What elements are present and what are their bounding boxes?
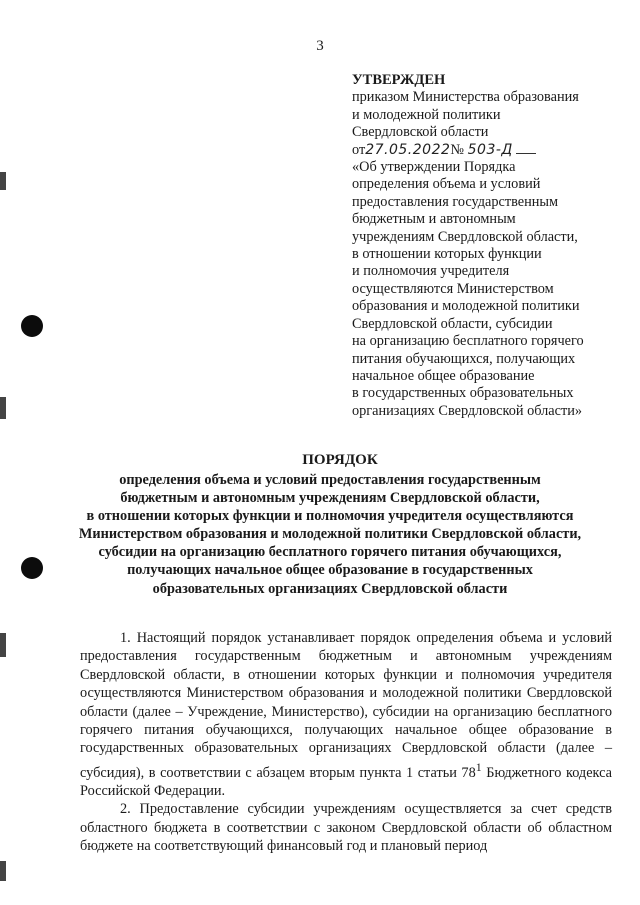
approval-line: приказом Министерства образования	[352, 89, 579, 106]
paragraph-1-text-end: Бюджетного кодекса Российской Федерации.	[80, 764, 613, 800]
subtitle-line: получающих начальное общее образование в государственных	[127, 562, 533, 579]
approval-block	[352, 72, 612, 420]
superscript: 1	[475, 759, 482, 774]
approval-title: УТВЕРЖДЕН	[352, 72, 446, 88]
subtitle-line: определения объема и условий предоставления государственным	[119, 472, 541, 488]
signature-underline	[516, 152, 536, 154]
punch-hole	[21, 557, 43, 579]
subtitle-line: образовательных организациях Свердловской области	[152, 580, 508, 597]
document-title: ПОРЯДОК	[302, 452, 378, 468]
date-prefix: от	[352, 141, 366, 158]
scan-edge-mark	[0, 172, 6, 190]
approval-quote-line: в государственных образовательных	[352, 385, 574, 402]
number-prefix: №	[450, 141, 465, 158]
subtitle-line: субсидии на организацию бесплатного горячего питания обучающихся,	[98, 544, 562, 561]
approval-date-number-row	[352, 142, 612, 159]
handwritten-date: 27.05.2022	[365, 141, 451, 158]
approval-quote-line: осуществляются Министерством	[352, 280, 554, 297]
approval-quote-line: Свердловской области, субсидии	[352, 315, 553, 332]
scan-edge-mark	[0, 633, 6, 657]
approval-quote-line: образования и молодежной политики	[352, 298, 580, 315]
page-number: 3	[316, 38, 324, 54]
subtitle-line: в отношении которых функции и полномочия учредителя осуществляются	[86, 508, 574, 525]
paragraph-1	[80, 629, 612, 800]
document-subtitle	[60, 471, 600, 598]
approval-quote-line: организациях Свердловской области»	[352, 402, 583, 419]
approval-quote-line: «Об утверждении Порядка	[352, 159, 516, 176]
handwritten-number: 503-Д	[467, 141, 513, 158]
approval-quote-line: и полномочия учредителя	[352, 263, 510, 280]
scan-edge-mark	[0, 397, 6, 419]
approval-quote-line: питания обучающихся, получающих	[352, 350, 576, 367]
subtitle-line: Министерством образования и молодежной политики Свердловской области,	[78, 526, 582, 543]
scan-edge-mark	[0, 861, 6, 881]
subtitle-line: бюджетным и автономным учреждениям Свердловской области,	[120, 490, 540, 507]
paragraph-2: 2. Предоставление субсидии учреждениям осуществляется за счет средств областного бюджета в соответствии с законом Свердловской области об областном бюджете на соответствующий финансовый год и плановый период	[80, 801, 612, 855]
approval-quote-line: учреждениям Свердловской области,	[352, 228, 578, 245]
approval-quote-line: бюджетным и автономным	[352, 211, 516, 228]
approval-quote-line: начальное общее образование	[352, 367, 535, 384]
approval-line: и молодежной политики	[352, 106, 501, 123]
approval-quote-line: в отношении которых функции	[352, 246, 542, 263]
approval-line: Свердловской области	[352, 124, 489, 141]
punch-hole	[21, 315, 43, 337]
approval-quote-line: определения объема и условий	[352, 176, 541, 193]
document-body	[80, 629, 612, 856]
paragraph-1-text: 1. Настоящий порядок устанавливает порядок определения объема и условий предоставления государственным бюджетным и автономным учреждениям Свердловской области, в отношении которых функции и полномочия учредителя осуществляются Министерством образования и молодежной политики Свердловской области (далее – Учреждение, Министерство), субсидии на организацию бесплатного горячего питания обучающихся, получающих начальное общее образование в государственных образовательных организациях Свердловской области (далее – субсидия), в соответствии с абзацем вторым пункта 1 статьи 78	[80, 630, 612, 781]
approval-quote-line: на организацию бесплатного горячего	[352, 333, 584, 350]
approval-quote-line: предоставления государственным	[352, 193, 559, 210]
